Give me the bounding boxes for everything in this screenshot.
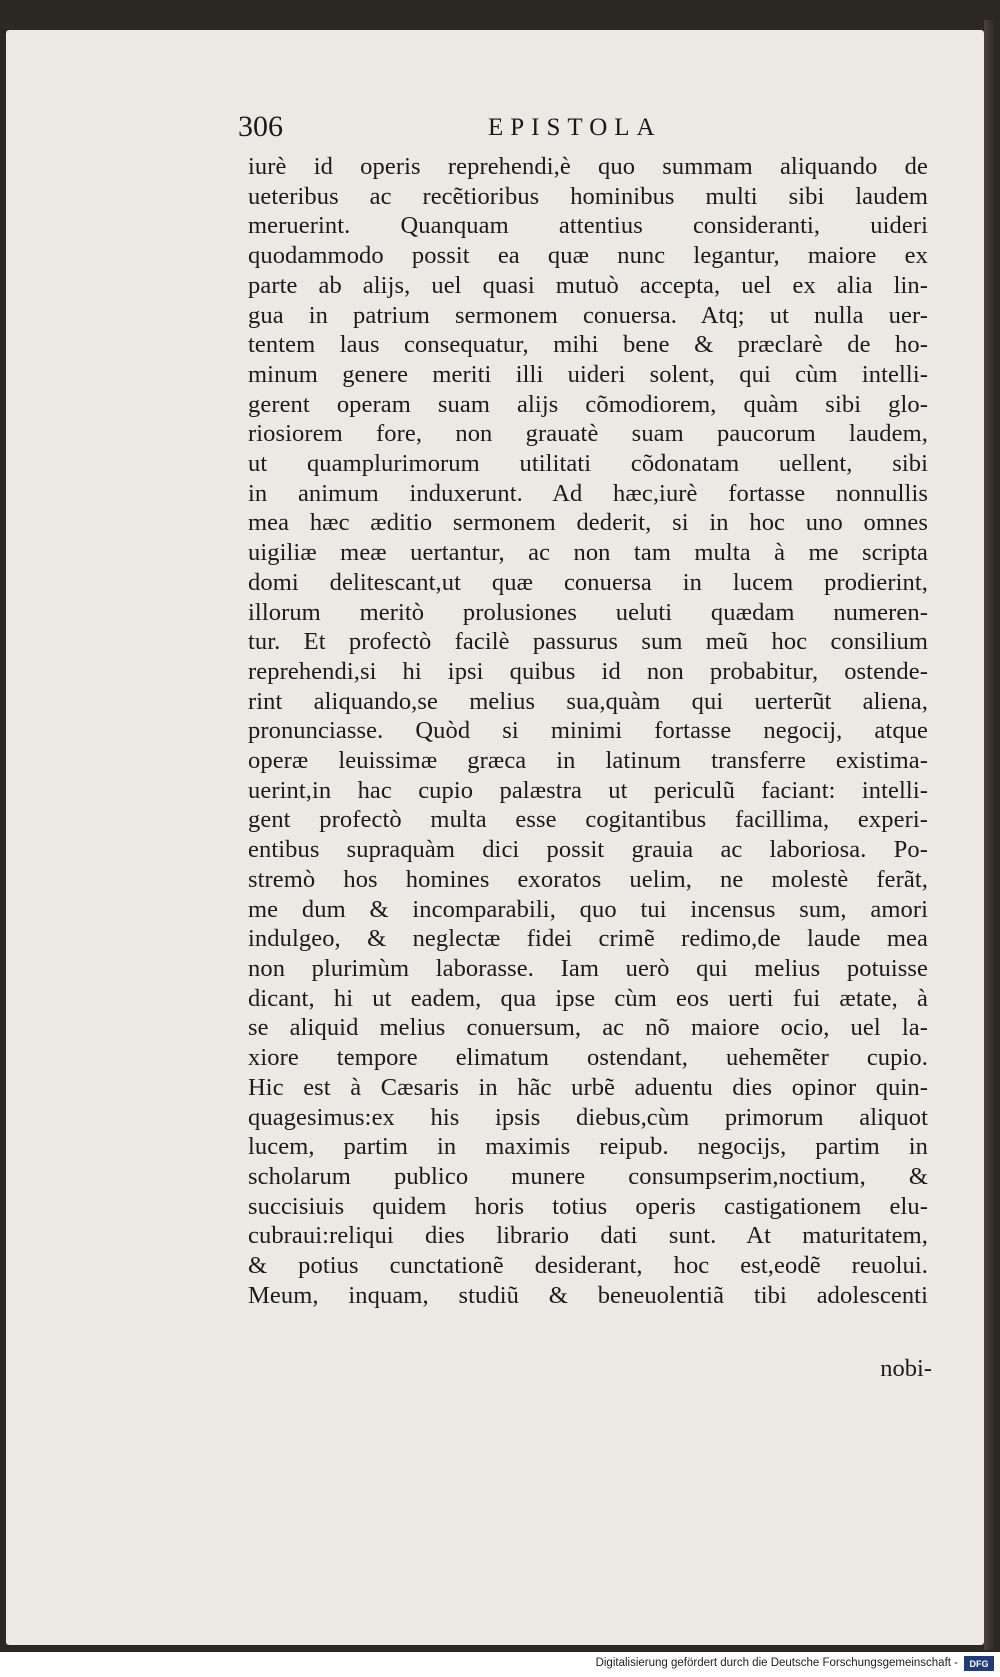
text-line: Meum, inquam, studiũ & beneuolentiã tibi adolescenti [248, 1281, 928, 1309]
text-line: pronunciasse. Quòd si minimi fortasse negocij, atque [248, 717, 928, 745]
digitization-credit: Digitalisierung gefördert durch die Deutsche Forschungsgemeinschaft - [595, 1657, 958, 1669]
footer [0, 1652, 1000, 1677]
text-line: succisiuis quidem horis totius operis castigationem elu- [248, 1192, 928, 1220]
text-line: riosiorem fore, non grauatè suam paucorum laudem, [248, 420, 928, 448]
text-line: entibus supraquàm dici possit grauia ac laboriosa. Po- [248, 836, 928, 864]
text-line: iurè id operis reprehendi,è quo summam aliquando de [248, 153, 928, 180]
text-line: ueteribus ac recẽtioribus hominibus multi sibi laudem [248, 182, 928, 210]
text-line: dicant, hi ut eadem, qua ipse cùm eos uerti fui ætate, à [248, 984, 928, 1012]
text-line: tentem laus consequatur, mihi bene & præclarè de ho- [248, 331, 928, 359]
text-line: se aliquid melius conuersum, ac nõ maiore ocio, uel la- [248, 1014, 928, 1042]
text-line: me dum & incomparabili, quo tui incensus sum, amori [248, 895, 928, 923]
text-line: operæ leuissimæ græca in latinum transferre existima- [248, 747, 928, 775]
text-line: domi delitescant,ut quæ conuersa in lucem prodierint, [248, 568, 928, 596]
text-line: lucem, partim in maximis reipub. negocijs, partim in [248, 1133, 928, 1161]
text-line: cubraui:reliqui dies librario dati sunt. At maturitatem, [248, 1222, 928, 1250]
text-line: Hic est à Cæsaris in hãc urbẽ aduentu dies opinor quin- [248, 1073, 928, 1101]
text-line: tur. Et profectò facilè passurus sum meũ hoc consilium [248, 628, 928, 656]
text-line: rint aliquando,se melius sua,quàm qui uerterũt aliena, [248, 687, 928, 715]
text-line: uerint,in hac cupio palæstra ut periculũ faciant: intelli- [248, 776, 928, 804]
text-line: quodammodo possit ea quæ nunc legantur, maiore ex [248, 242, 928, 270]
text-line: gent profectò multa esse cogitantibus facillima, experi- [248, 806, 928, 834]
text-line: & potius cunctationẽ desiderant, hoc est,eodẽ reuolui. [248, 1252, 928, 1280]
text-line: meruerint. Quanquam attentius consideranti, uideri [248, 212, 928, 240]
text-line: quagesimus:ex his ipsis diebus,cùm primorum aliquot [248, 1103, 928, 1131]
catchword: nobi- [880, 1355, 932, 1382]
text-line: illorum meritò prolusiones ueluti quædam numeren- [248, 598, 928, 626]
running-head: EPISTOLA [488, 114, 662, 141]
text-line: ut quamplurimorum utilitati cõdonatam uellent, sibi [248, 450, 928, 478]
text-line: stremò hos homines exoratos uelim, ne molestè ferãt, [248, 865, 928, 893]
dfg-logo-icon: DFG [964, 1656, 994, 1671]
text-line: parte ab alijs, uel quasi mutuò accepta, uel ex alia lin- [248, 271, 928, 299]
text-line: xiore tempore elimatum ostendant, uehemẽter cupio. [248, 1044, 928, 1072]
text-line: indulgeo, & neglectæ fidei crimẽ redimo,de laude mea [248, 925, 928, 953]
text-line: reprehendi,si hi ipsi quibus id non probabitur, ostende- [248, 657, 928, 685]
text-line: non plurimùm laborasse. Iam uerò qui melius potuisse [248, 954, 928, 982]
text-line: gua in patrium sermonem conuersa. Atq; ut nulla uer- [248, 301, 928, 329]
text-line: mea hæc æditio sermonem dederit, si in hoc uno omnes [248, 509, 928, 537]
body-text [248, 152, 928, 1310]
text-line: gerent operam suam alijs cõmodiorem, quàm sibi glo- [248, 390, 928, 418]
text-line: scholarum publico munere consumpserim,noctium, & [248, 1162, 928, 1190]
book-fore-edge [984, 20, 996, 1650]
page-header [0, 110, 1000, 150]
text-line: minum genere meriti illi uideri solent, qui cùm intelli- [248, 360, 928, 388]
text-line: uigiliæ meæ uertantur, ac non tam multa à me scripta [248, 539, 928, 567]
page-number: 306 [238, 110, 283, 143]
text-line: in animum induxerunt. Ad hæc,iurè fortasse nonnullis [248, 479, 928, 507]
